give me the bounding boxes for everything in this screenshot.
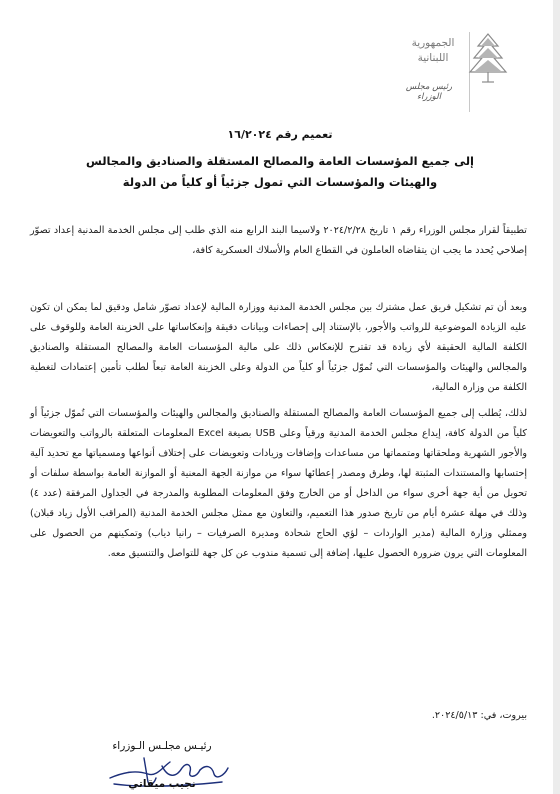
cedar-tree-icon bbox=[466, 30, 510, 86]
addressee-line-1: إلى جميع المؤسسات العامة والمصالح المستقلة والصناديق والمجالس bbox=[85, 154, 475, 168]
paragraph-3: لذلك، يُطلب إلى جميع المؤسسات العامة والمصالح المستقلة والصناديق والمجالس والهيئات والمؤسسات التي تُموّل جزئياً أو كلياً من الدولة كافة، إيداع مجلس الخدمة المدنية ورقياً وعلى USB بصيغة Excel المعلومات المتعلقة بالرواتب والتعويضات والأجور الشهرية وملحقاتها ومتمماتها من مساعدات وإضافات وزيادات وتعويضات على إختلاف أنواعها ومسمياتها مع تحديد آلية إحتسابها والمستندات المثبتة لها، وطرق ومصدر إعطائها سواء من موازنة الجهة المعنية أو الموازنة العامة بواسطة سلفات أو تحويل من أية جهة أخرى سواء من الداخل أو من الخارج وفق المعلومات المطلوبة والمدرجة في الجداول المرفقة (عدد ٤) وذلك في مهلة عشرة أيام من تاريخ صدور هذا التعميم، والتعاون مع ممثل مجلس الخدمة المدنية (المراقب الأول زياد قبلان) وممثلي وزارة المالية (مدير الواردات – لؤي الحاج شحادة ومديرة الصرفيات – رانيا دياب) وتمكينهم من الحصول على المعلومات التي يرون ضرورة الحصول عليها، إضافة إلى تسمية مندوب عن كل جهة للتواصل والتنسيق معه. bbox=[30, 408, 527, 559]
letterhead bbox=[390, 26, 510, 116]
signatory-title: رئيـس مجلـس الـوزراء bbox=[112, 740, 212, 752]
date-line: بيروت، في: ٢٠٢٤/٥/١٣. bbox=[431, 710, 527, 721]
addressee-line-2: والهيئات والمؤسسات التي تمول جزئياً أو كلياً من الدولة bbox=[122, 175, 438, 189]
paragraph-2: وبعد أن تم تشكيل فريق عمل مشترك بين مجلس الخدمة المدنية ووزارة المالية لإعداد تصوّر شامل ودقيق لما يمكن ان تكون عليه الزيادة الموضوعية للرواتب والأجور، بالإستناد إلى إحصاءات وبيانات دقيقة وإنعكاساتها على الخزينة العامة وللوقوف على الكلفة المالية الحقيقة لأي زيادة قد تقترح للإنعكاس ذلك على مالية المؤسسات العامة والمصالح المستقلة والصناديق والمجالس والهيئات والمؤسسات التي تُموّل جزئياً أو كلياً من الدولة وعلى الخزينة العامة تبعاً لطلب تأمين إعتمادات لتغطية الكلفة من وزارة المالية، bbox=[30, 302, 527, 393]
circular-number: تعميم رقم ١٦/٢٠٢٤ bbox=[227, 128, 333, 141]
paragraph-1: تطبيقاً لقرار مجلس الوزراء رقم ١ تاريخ ٢٠٢٤/٢/٢٨ ولاسيما البند الرابع منه الذي طلب إلى مجلس الخدمة المدنية إعداد تصوّر إصلاحي يُحدد ما يجب ان يتقاضاه العاملون في القطاع العام والأسلاك العسكرية كافة، bbox=[30, 225, 527, 256]
page-edge bbox=[553, 0, 560, 794]
republic-name: الجمهورية اللبنانية bbox=[411, 37, 455, 64]
office-name: رئيس مجلس الوزراء bbox=[405, 82, 453, 102]
signatory-name: نجيب ميقاتي bbox=[128, 778, 196, 790]
